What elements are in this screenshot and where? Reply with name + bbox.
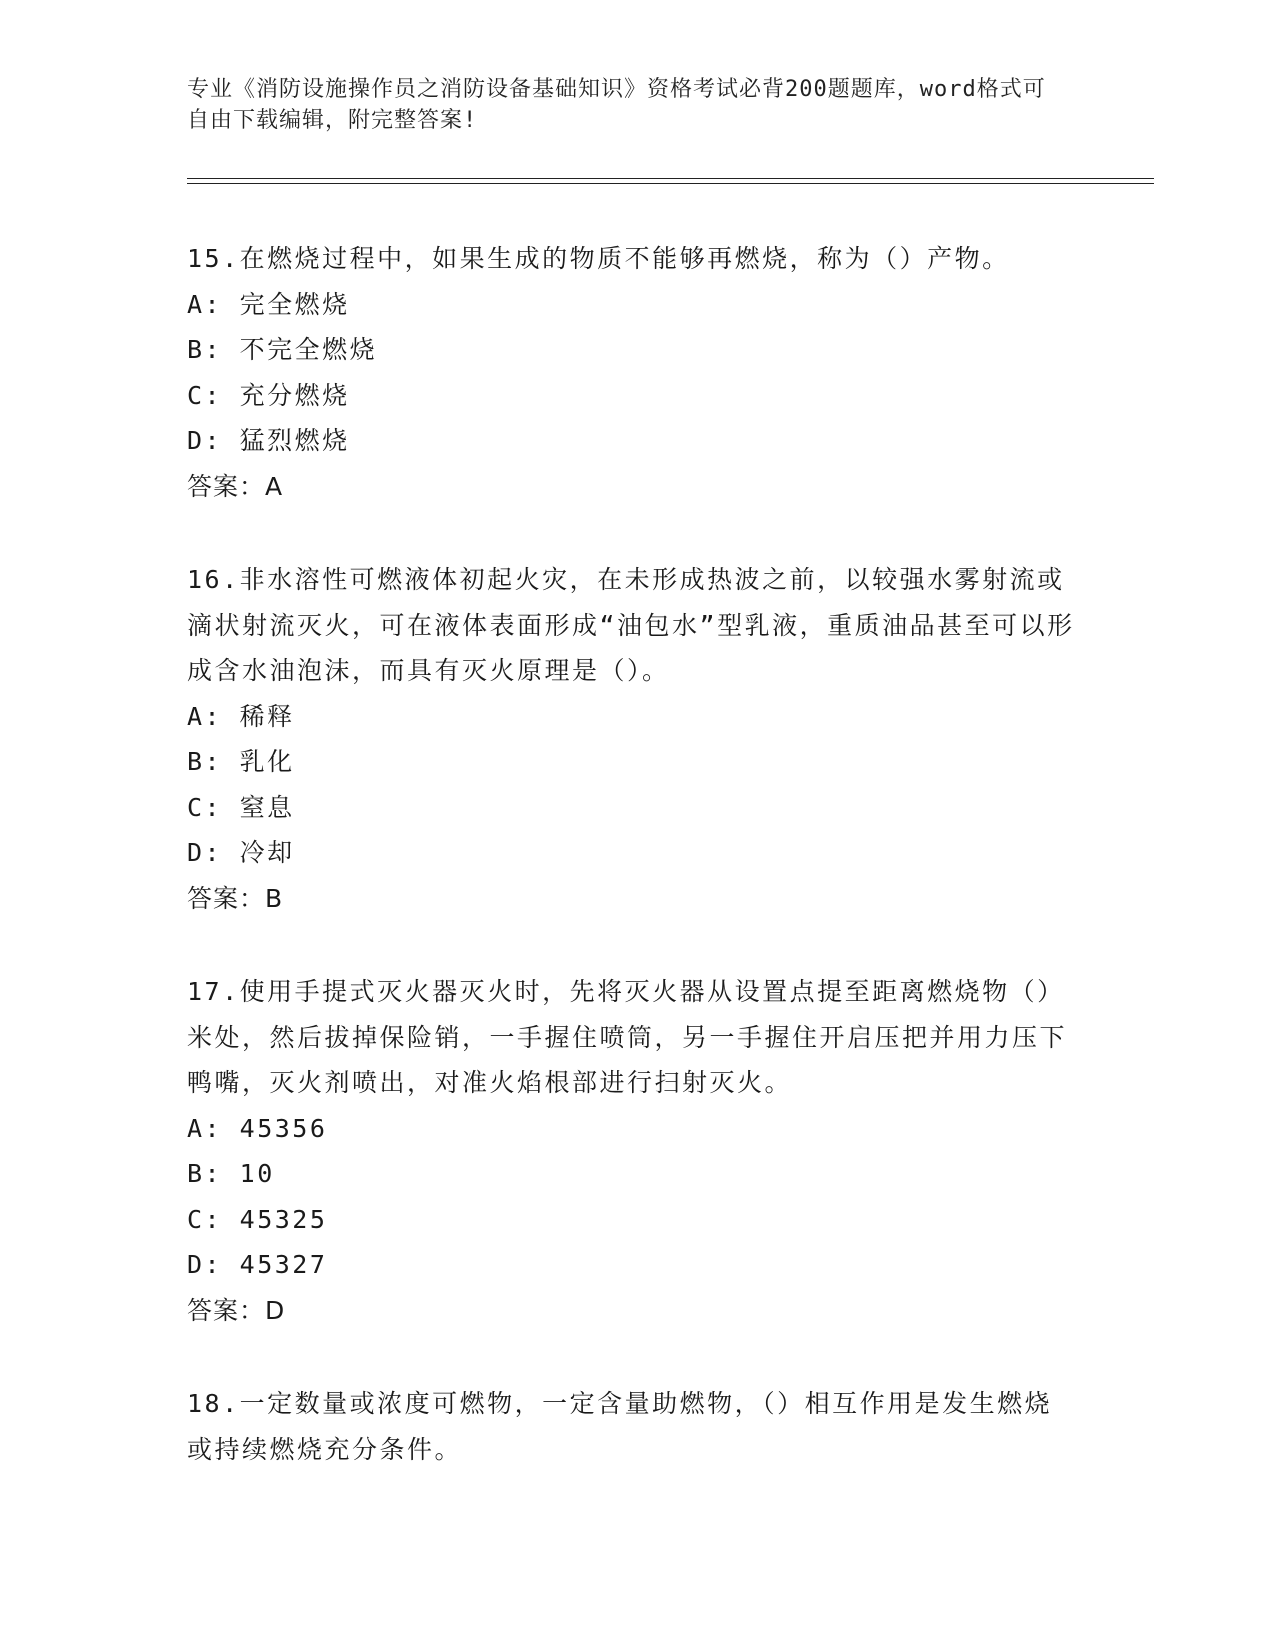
question-18: [187, 1381, 1077, 1472]
document-header: 专业《消防设施操作员之消防设备基础知识》资格考试必背200题题库，word格式可自由下载编辑，附完整答案!: [187, 77, 1046, 133]
option-a: A: 完全燃烧: [187, 289, 350, 319]
header-divider-bottom: [187, 183, 1154, 184]
question-stem: 17.使用手提式灭火器灭火时，先将灭火器从设置点提至距离燃烧物（）米处，然后拔掉保险销，一手握住喷筒，另一手握住开启压把并用力压下鸭嘴，灭火剂喷出，对准火焰根部进行扫射灭火。: [187, 977, 1068, 1097]
question-stem: 18.一定数量或浓度可燃物，一定含量助燃物，（）相互作用是发生燃烧或持续燃烧充分条件。: [187, 1389, 1053, 1464]
option-a: A: 稀释: [187, 701, 295, 731]
header-divider-top: [187, 178, 1154, 179]
option-d: D: 冷却: [187, 838, 295, 867]
option-d: D: 猛烈燃烧: [187, 426, 350, 455]
option-b: B: 乳化: [187, 747, 295, 776]
question-15: [187, 236, 1077, 509]
question-list: [187, 236, 1077, 1520]
option-a: A: 45356: [187, 1113, 328, 1143]
question-16: [187, 557, 1077, 921]
option-c: C: 充分燃烧: [187, 380, 350, 410]
answer-line: 答案：A: [187, 471, 284, 501]
option-c: C: 45325: [187, 1204, 328, 1234]
question-stem: 15.在燃烧过程中，如果生成的物质不能够再燃烧，称为（）产物。: [187, 244, 1010, 273]
answer-line: 答案：D: [187, 1295, 286, 1325]
option-b: B: 不完全燃烧: [187, 335, 378, 364]
option-d: D: 45327: [187, 1250, 328, 1279]
question-stem: 16.非水溶性可燃液体初起火灾，在未形成热波之前，以较强水雾射流或滴状射流灭火，可在液体表面形成“油包水”型乳液，重质油品甚至可以形成含水油泡沫，而具有灭火原理是（）。: [187, 565, 1075, 685]
option-b: B: 10: [187, 1159, 275, 1188]
question-17: [187, 969, 1077, 1333]
option-c: C: 窒息: [187, 792, 295, 822]
answer-line: 答案：B: [187, 883, 284, 913]
